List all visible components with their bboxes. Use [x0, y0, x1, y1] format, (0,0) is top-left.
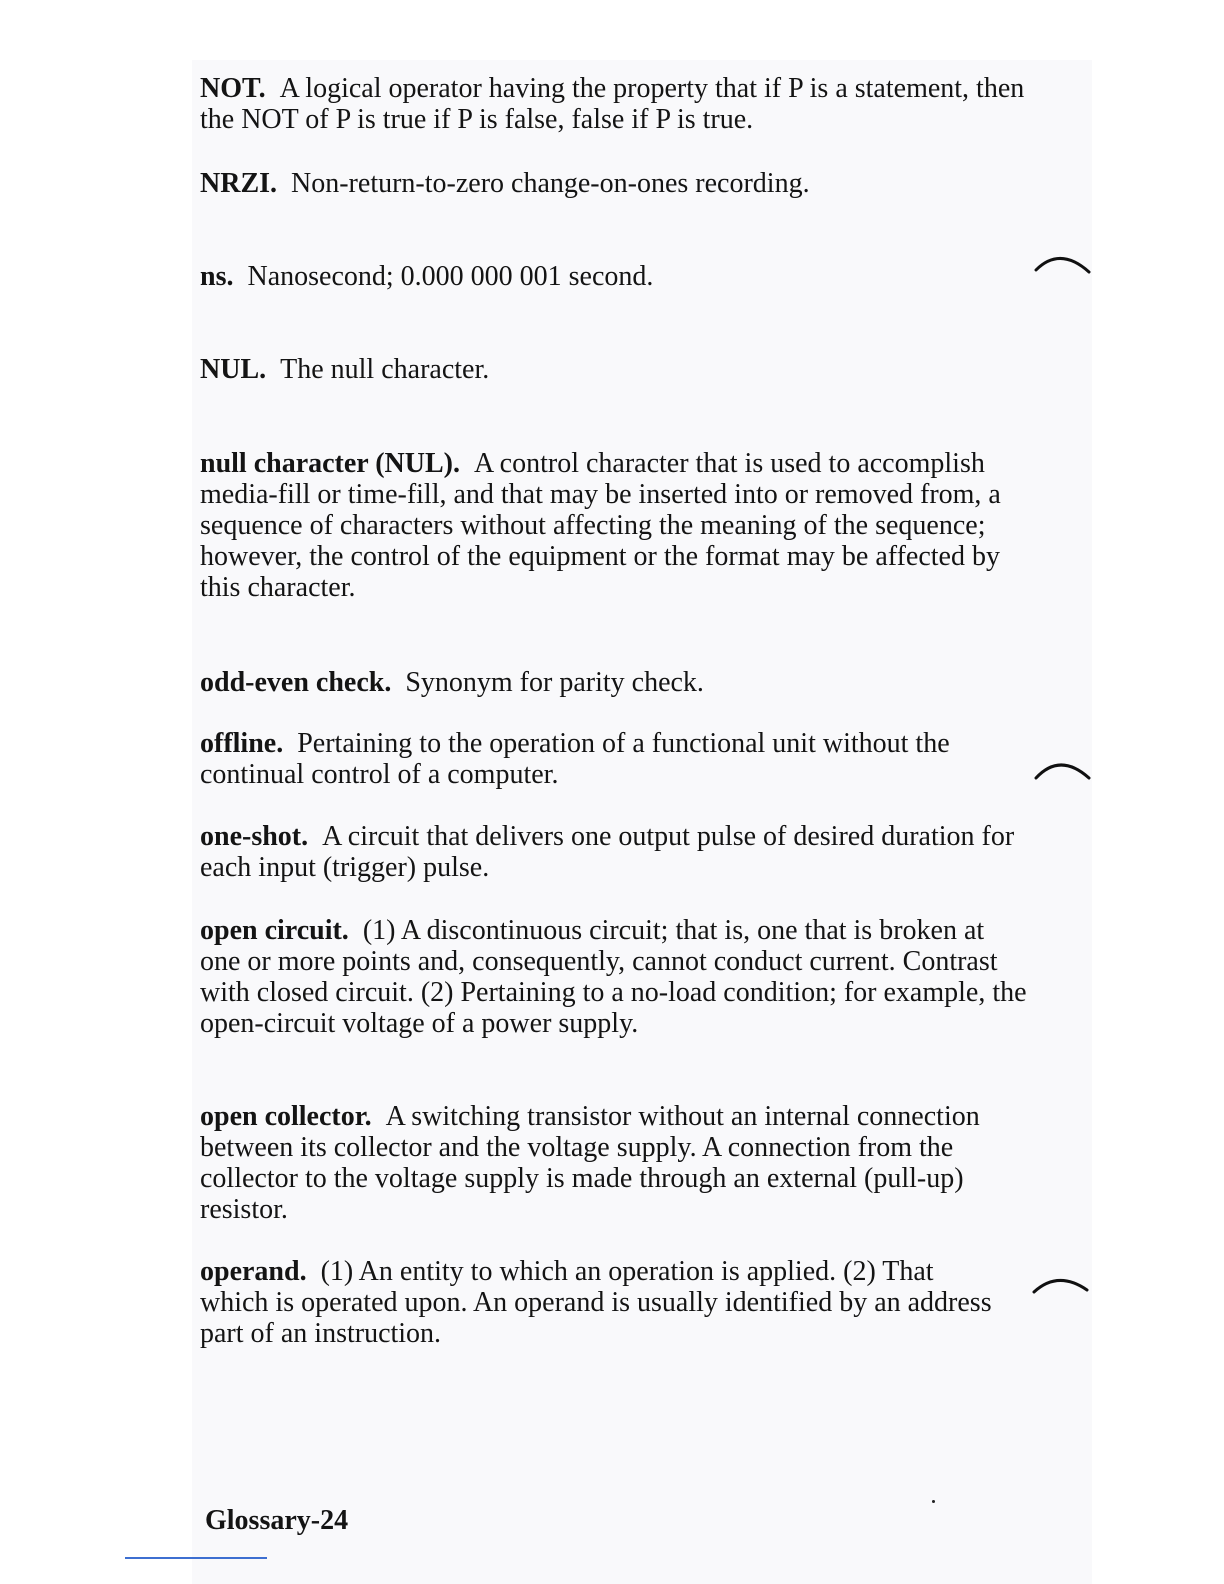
glossary-entry-offline: [200, 728, 1030, 790]
glossary-entry-nul: [200, 354, 1030, 385]
binder-tab-mark-icon: [1032, 248, 1092, 282]
entry-term: one-shot.: [200, 821, 309, 852]
entry-definition: (1) An entity to which an operation is applied. (2) That which is operated upon. An operand is usually identified by an address part of an instruction.: [200, 1256, 992, 1349]
entry-definition: A logical operator having the property that if P is a statement, then the NOT of P is true if P is false, false if P is true.: [200, 73, 1025, 135]
page-footer-label: Glossary-24: [205, 1505, 349, 1536]
entry-definition: The null character.: [280, 354, 490, 385]
entry-term: operand.: [200, 1256, 307, 1287]
glossary-entry-ns: [200, 261, 1030, 292]
entry-term: open circuit.: [200, 915, 349, 946]
glossary-entry-odd-even-check: [200, 667, 1030, 698]
entry-term: open collector.: [200, 1101, 372, 1132]
entry-definition: (1) A discontinuous circuit; that is, one that is broken at one or more points and, consequently, cannot conduct current. Contrast with closed circuit. (2) Pertaining to a no-load condition; for example, the open-circuit voltage of a power supply.: [200, 915, 1027, 1039]
entry-definition: Pertaining to the operation of a functional unit without the continual control of a computer.: [200, 728, 950, 790]
glossary-entry-operand: [200, 1256, 1005, 1349]
glossary-entry-null-character: [200, 448, 1030, 603]
entry-term: null character (NUL).: [200, 448, 460, 479]
entry-definition: A circuit that delivers one output pulse of desired duration for each input (trigger) pulse.: [200, 821, 1015, 883]
glossary-entry-not: [200, 73, 1030, 135]
entry-term: offline.: [200, 728, 284, 759]
glossary-entry-nrzi: [200, 168, 1030, 199]
binder-tab-mark-icon: [1032, 754, 1092, 788]
glossary-entry-open-circuit: [200, 915, 1030, 1039]
entry-definition: A switching transistor without an internal connection between its collector and the voltage supply. A connection from the collector to the voltage supply is made through an external (pull-up) resistor.: [200, 1101, 980, 1225]
entry-term: NUL.: [200, 354, 267, 385]
entry-term: odd-even check.: [200, 667, 392, 698]
footer-rule: [125, 1557, 267, 1559]
glossary-entry-open-collector: [200, 1101, 1030, 1225]
entry-definition: Nanosecond; 0.000 000 001 second.: [247, 261, 654, 292]
binder-tab-mark-icon: [1032, 1268, 1092, 1302]
glossary-entry-one-shot: [200, 821, 1030, 883]
entry-definition: Synonym for parity check.: [405, 667, 704, 698]
entry-term: NRZI.: [200, 168, 278, 199]
entry-definition: A control character that is used to accomplish media-fill or time-fill, and that may be inserted into or removed from, a sequence of characters without affecting the meaning of the sequence; however, the control of the equipment or the format may be affected by this character.: [200, 448, 1001, 603]
entry-definition: Non-return-to-zero change-on-ones recording.: [291, 168, 810, 199]
entry-term: ns.: [200, 261, 234, 292]
entry-term: NOT.: [200, 73, 266, 104]
speck-mark: [932, 1500, 935, 1503]
